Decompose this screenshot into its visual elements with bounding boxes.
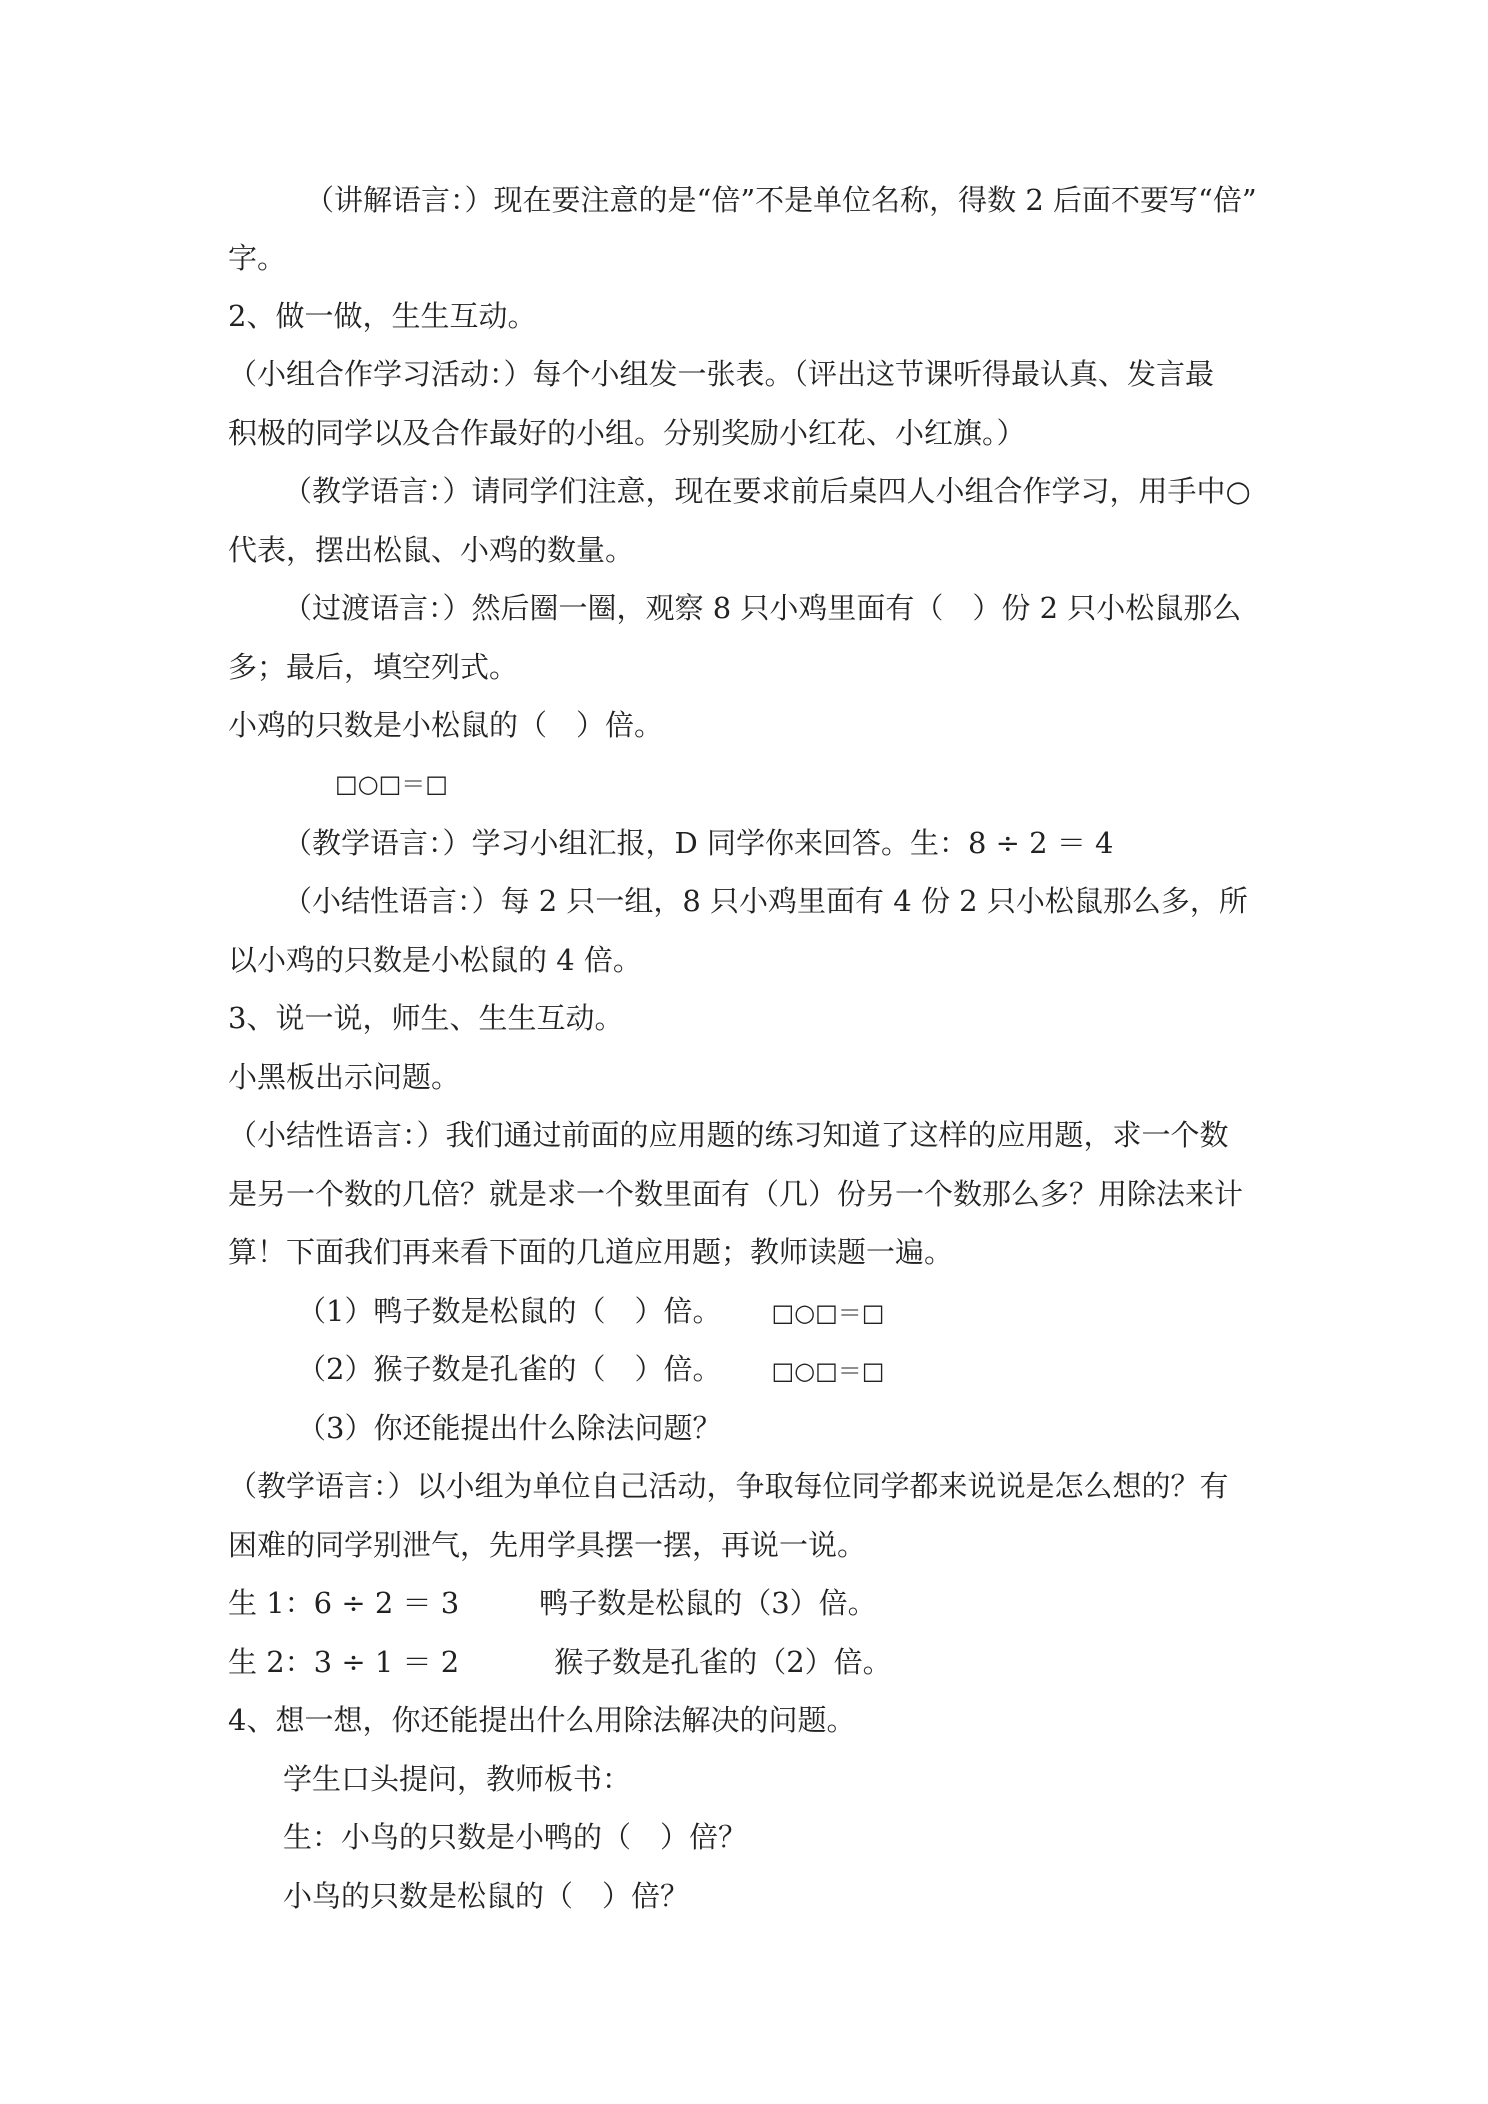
paragraph-group-activity: （小组合作学习活动：）每个小组发一张表。（评出这节课听得最认真、发言最 xyxy=(228,357,1215,391)
question-2-row xyxy=(297,1349,1337,1391)
student-2-row xyxy=(228,1642,1268,1682)
paragraph-transition-cont: 多；最后，填空列式。 xyxy=(228,650,519,684)
paragraph-transition: （过渡语言：）然后圈一圈，观察 8 只小鸡里面有（ ）份 2 只小松鼠那么 xyxy=(283,591,1242,625)
student-2-equation: 生 2：3 ÷ 1 ＝ 2 xyxy=(228,1645,460,1679)
paragraph-teaching-1: （教学语言：）请同学们注意，现在要求前后桌四人小组合作学习，用手中○ xyxy=(283,474,1251,508)
section-heading-3: 3、说一说，师生、生生互动。 xyxy=(228,1001,624,1035)
paragraph-teaching-1-cont: 代表，摆出松鼠、小鸡的数量。 xyxy=(228,533,635,567)
question-1-row xyxy=(297,1291,1337,1333)
paragraph-student-ask: 学生口头提问，教师板书： xyxy=(283,1762,632,1796)
question-bird-squirrel: 小鸟的只数是松鼠的（ ）倍？ xyxy=(283,1879,690,1913)
equation-placeholder: □○□＝□ xyxy=(335,770,448,798)
paragraph-teaching-3: （教学语言：）以小组为单位自己活动，争取每位同学都来说说是怎么想的？有 xyxy=(228,1469,1229,1503)
paragraph-explain: （讲解语言：）现在要注意的是“倍”不是单位名称，得数 2 后面不要写“倍” xyxy=(305,183,1257,217)
paragraph-summary-2-cont-2: 算！下面我们再来看下面的几道应用题；教师读题一遍。 xyxy=(228,1235,954,1269)
question-2-text: （2）猴子数是孔雀的（ ）倍。 xyxy=(297,1352,722,1386)
paragraph-group-activity-cont: 积极的同学以及合作最好的小组。分别奖励小红花、小红旗。） xyxy=(228,416,1026,450)
question-bird-duck: 生：小鸟的只数是小鸭的（ ）倍？ xyxy=(283,1820,748,1854)
student-2-answer: 猴子数是孔雀的（2）倍。 xyxy=(554,1645,892,1679)
question-1-text: （1）鸭子数是松鼠的（ ）倍。 xyxy=(297,1294,722,1328)
student-1-answer: 鸭子数是松鼠的（3）倍。 xyxy=(539,1586,877,1620)
paragraph-summary-2: （小结性语言：）我们通过前面的应用题的练习知道了这样的应用题，求一个数 xyxy=(228,1118,1229,1152)
paragraph-teaching-2: （教学语言：）学习小组汇报，D 同学你来回答。生：8 ÷ 2 ＝ 4 xyxy=(283,826,1114,860)
section-heading-2: 2、做一做，生生互动。 xyxy=(228,299,537,333)
question-chicken: 小鸡的只数是小松鼠的（ ）倍。 xyxy=(228,708,664,742)
student-1-row xyxy=(228,1583,1268,1623)
paragraph-teaching-3-cont: 困难的同学别泄气，先用学具摆一摆，再说一说。 xyxy=(228,1528,867,1562)
question-3: （3）你还能提出什么除法问题？ xyxy=(297,1411,722,1445)
question-1-equation: □○□＝□ xyxy=(771,1299,885,1327)
paragraph-summary-1: （小结性语言：）每 2 只一组，8 只小鸡里面有 4 份 2 只小松鼠那么多，所 xyxy=(283,884,1248,918)
section-heading-4: 4、想一想，你还能提出什么用除法解决的问题。 xyxy=(228,1703,856,1737)
paragraph-summary-1-cont: 以小鸡的只数是小松鼠的 4 倍。 xyxy=(228,943,642,977)
question-2-equation: □○□＝□ xyxy=(771,1357,885,1385)
paragraph-blackboard: 小黑板出示问题。 xyxy=(228,1060,461,1094)
paragraph-explain-cont: 字。 xyxy=(228,241,287,275)
paragraph-summary-2-cont-1: 是另一个数的几倍？就是求一个数里面有（几）份另一个数那么多？用除法来计 xyxy=(228,1177,1244,1211)
student-1-equation: 生 1：6 ÷ 2 ＝ 3 xyxy=(228,1586,460,1620)
